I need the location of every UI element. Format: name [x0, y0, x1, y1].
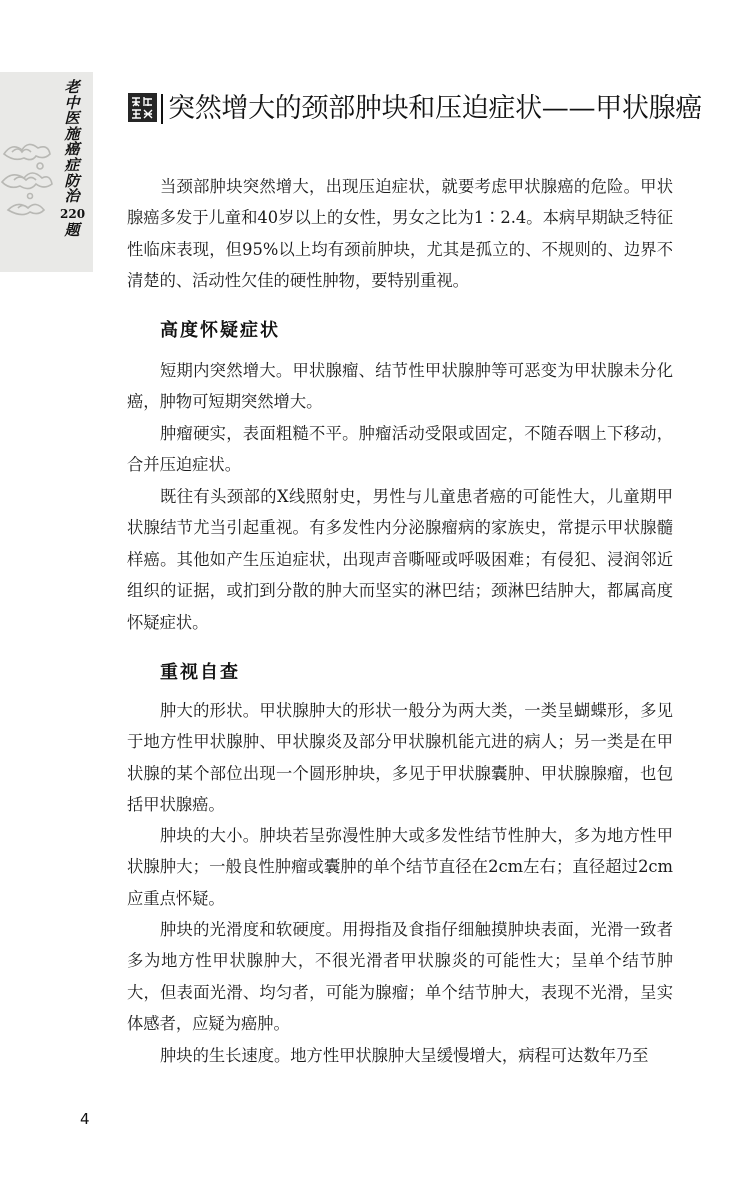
seal-icon	[128, 93, 157, 122]
body-paragraph: 既往有头颈部的X线照射史，男性与儿童患者癌的可能性大，儿童期甲状腺结节尤当引起重视。有多发性内分泌腺瘤病的家族史，常提示甲状腺髓样癌。其他如产生压迫症状，出现声音嘶哑或呼吸困难；有侵犯、浸润邻近组织的证据，或扪到分散的肿大而坚实的淋巴结；颈淋巴结肿大，都属高度怀疑症状。	[127, 487, 673, 632]
body-paragraph: 肿瘤硬实，表面粗糙不平。肿瘤活动受限或固定，不随吞咽上下移动，合并压迫症状。	[127, 424, 673, 475]
series-title-char: 题	[64, 220, 80, 239]
section-heading: 重视自查	[160, 662, 240, 683]
series-title	[60, 80, 84, 238]
body-paragraph: 肿大的形状。甲状腺肿大的形状一般分为两大类，一类呈蝴蝶形，多见于地方性甲状腺肿、甲状腺炎及部分甲状腺机能亢进的病人；另一类是在甲状腺的某个部位出现一个圆形肿块，多见于甲状腺囊肿、甲状腺腺瘤，也包括甲状腺癌。	[127, 701, 673, 815]
section-heading: 高度怀疑症状	[160, 320, 280, 341]
body-paragraph: 肿块的光滑度和软硬度。用拇指及食指仔细触摸肿块表面，光滑一致者多为地方性甲状腺肿大，不很光滑者甲状腺炎的可能性大；呈单个结节肿大，但表面光滑、均匀者，可能为腺瘤；单个结节肿大，表现不光滑，呈实体感者，应疑为癌肿。	[127, 920, 673, 1034]
series-title-char: 医	[64, 109, 80, 128]
body-paragraph: 肿块的大小。肿块若呈弥漫性肿大或多发性结节性肿大，多为地方性甲状腺肿大；一般良性肿瘤或囊肿的单个结节直径在2cm左右；直径超过2cm应重点怀疑。	[127, 826, 673, 908]
body-paragraph: 短期内突然增大。甲状腺瘤、结节性甲状腺肿等可恶变为甲状腺未分化癌，肿物可短期突然增大。	[127, 361, 673, 412]
series-title-char: 中	[64, 93, 80, 112]
series-title-char: 癌	[64, 140, 80, 159]
heading-divider	[161, 94, 163, 124]
page-number: 4	[80, 1110, 90, 1128]
series-title-char: 220	[60, 206, 86, 221]
series-title-char: 治	[64, 187, 80, 206]
series-title-char: 防	[64, 171, 80, 190]
series-title-char: 老	[64, 78, 80, 96]
book-series-tab	[0, 72, 93, 272]
series-title-char: 施	[64, 124, 80, 143]
series-title-char: 症	[64, 155, 80, 174]
body-paragraph: 肿块的生长速度。地方性甲状腺肿大呈缓慢增大，病程可达数年乃至	[160, 1046, 649, 1065]
intro-paragraph: 当颈部肿块突然增大，出现压迫症状，就要考虑甲状腺癌的危险。甲状腺癌多发于儿童和40岁以上的女性，男女之比为1∶2.4。本病早期缺乏特征性临床表现，但95%以上均有颈前肿块，尤其是孤立的、不规则的、边界不清楚的、活动性欠佳的硬性肿物，要特别重视。	[127, 177, 673, 291]
page-title: 突然增大的颈部肿块和压迫症状——甲状腺癌	[168, 93, 702, 124]
